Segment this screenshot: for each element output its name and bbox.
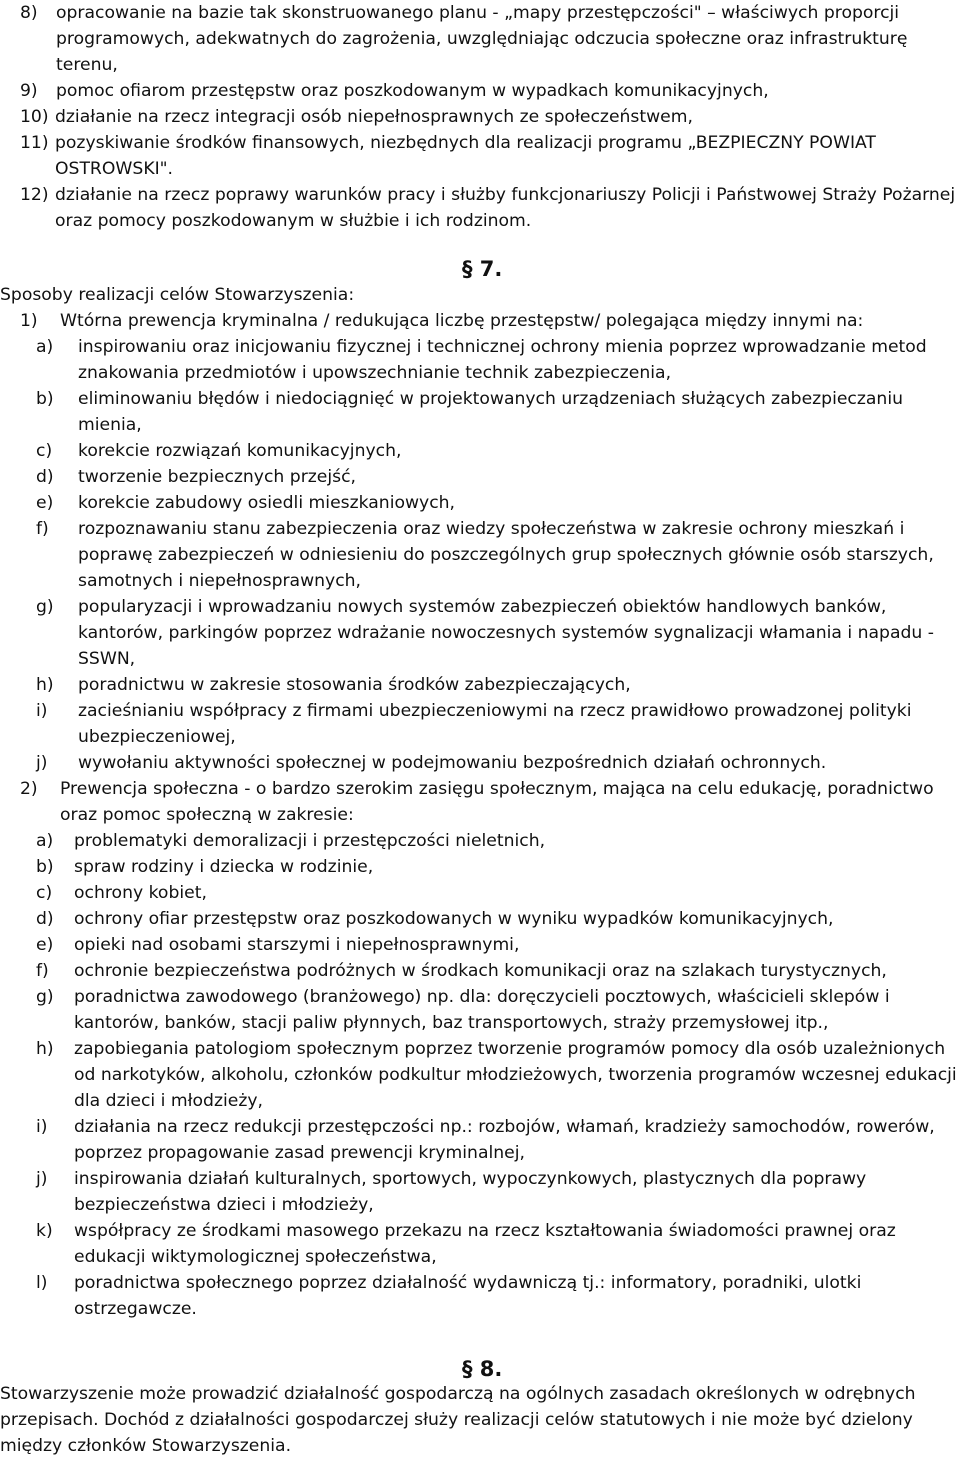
list-item — [0, 1036, 958, 1114]
item-text: inspirowaniu oraz inicjowaniu fizycznej i technicznej ochrony mienia poprzez wprowadzanie metod znakowania przedmiotów i upowszechnianie technik zabezpieczenia, — [78, 337, 927, 383]
list-item — [0, 958, 958, 984]
item-letter: i) — [36, 1117, 48, 1137]
list-item — [0, 672, 958, 698]
point-2 — [0, 776, 958, 828]
item-text: ochrony kobiet, — [74, 883, 207, 903]
item-letter: j) — [36, 753, 48, 773]
list-item — [0, 1270, 958, 1322]
list-item — [0, 464, 958, 490]
list-item — [20, 130, 956, 182]
item-letter: d) — [36, 909, 54, 929]
list-item — [0, 1218, 958, 1270]
item-number: 12) — [20, 185, 49, 205]
section-intro: Sposoby realizacji celów Stowarzyszenia: — [0, 285, 355, 305]
item-number: 8) — [20, 3, 38, 23]
item-letter: f) — [36, 961, 49, 981]
item-letter: g) — [36, 597, 54, 617]
item-text: pozyskiwanie środków finansowych, niezbędnych dla realizacji programu „BEZPIECZNY POWIAT OSTROWSKI". — [55, 133, 876, 179]
item-letter: a) — [36, 337, 54, 357]
list-item — [20, 78, 956, 104]
item-letter: h) — [36, 675, 54, 695]
item-letter: k) — [36, 1221, 53, 1241]
item-text: pomoc ofiarom przestępstw oraz poszkodowanym w wypadkach komunikacyjnych, — [56, 81, 769, 101]
item-letter: b) — [36, 857, 54, 877]
list-item — [0, 854, 958, 880]
list-item — [0, 1166, 958, 1218]
point-number: 1) — [20, 311, 38, 331]
item-text: działanie na rzecz poprawy warunków pracy i służby funkcjonariuszy Policji i Państwowej Straży Pożarnej oraz pomocy poszkodowanym w służbie i ich rodzinom. — [55, 185, 956, 231]
item-letter: b) — [36, 389, 54, 409]
list-item — [0, 386, 958, 438]
item-letter: h) — [36, 1039, 54, 1059]
item-number: 11) — [20, 133, 49, 153]
list-item — [0, 880, 958, 906]
section-7-body — [0, 282, 958, 1322]
list-item — [0, 984, 958, 1036]
list-item — [0, 334, 958, 386]
item-letter: j) — [36, 1169, 48, 1189]
point-number: 2) — [20, 779, 38, 799]
list-item — [0, 1114, 958, 1166]
item-letter: f) — [36, 519, 49, 539]
item-text: korekcie zabudowy osiedli mieszkaniowych, — [78, 493, 456, 513]
list-item — [20, 182, 956, 234]
goals-list-continued — [20, 0, 956, 234]
item-text: popularyzacji i wprowadzaniu nowych systemów zabezpieczeń obiektów handlowych banków, kantorów, parkingów poprzez wdrażanie nowoczesnych systemów sygnalizacji włamania i napadu - SSWN, — [78, 597, 934, 669]
list-item — [0, 698, 958, 750]
item-text: poradnictwu w zakresie stosowania środków zabezpieczających, — [78, 675, 631, 695]
list-item — [0, 906, 958, 932]
item-text: ochrony ofiar przestępstw oraz poszkodowanych w wyniku wypadków komunikacyjnych, — [74, 909, 834, 929]
item-text: poradnictwa zawodowego (branżowego) np. dla: doręczycieli pocztowych, właścicieli sklepów i kantorów, banków, stacji paliw płynnych, baz transportowych, straży przemysłowej itp., — [74, 987, 890, 1033]
item-text: rozpoznawaniu stanu zabezpieczenia oraz wiedzy społeczeństwa w zakresie ochrony mieszkań i poprawę zabezpieczeń w odniesieniu do poszczególnych grup społecznych głównie osób starszych, samotnych i niepełnosprawnych, — [78, 519, 934, 591]
list-item — [0, 594, 958, 672]
list-item — [0, 932, 958, 958]
item-number: 10) — [20, 107, 49, 127]
item-letter: d) — [36, 467, 54, 487]
item-text: zapobiegania patologiom społecznym poprzez tworzenie programów pomocy dla osób uzależnionych od narkotyków, alkoholu, członków podkultur młodzieżowych, tworzenia programów wczesnej edukacji dla dzieci i młodzieży, — [74, 1039, 957, 1111]
list-item — [20, 0, 956, 78]
section-8-text: Stowarzyszenie może prowadzić działalność gospodarczą na ogólnych zasadach określonych w odrębnych przepisach. Dochód z działalności gospodarczej służy realizacji celów statutowych i nie może być dzielony między członków Stowarzyszenia. — [0, 1384, 916, 1456]
item-text: tworzenie bezpiecznych przejść, — [78, 467, 357, 487]
item-text: inspirowania działań kulturalnych, sportowych, wypoczynkowych, plastycznych dla poprawy bezpieczeństwa dzieci i młodzieży, — [74, 1169, 867, 1215]
item-letter: l) — [36, 1273, 48, 1293]
item-text: zacieśnianiu współpracy z firmami ubezpieczeniowymi na rzecz prawidłowo prowadzonej polityki ubezpieczeniowej, — [78, 701, 912, 747]
list-item — [0, 828, 958, 854]
item-letter: e) — [36, 493, 54, 513]
point-text: Wtórna prewencja kryminalna / redukująca liczbę przestępstw/ polegająca między innymi na: — [60, 311, 864, 331]
item-text: problematyki demoralizacji i przestępczości nieletnich, — [74, 831, 546, 851]
item-letter: c) — [36, 883, 53, 903]
list-item — [0, 516, 958, 594]
section-heading-8: § 8. — [462, 1357, 503, 1381]
point-1 — [0, 308, 958, 334]
point-1-sublist — [0, 334, 958, 776]
item-text: opracowanie na bazie tak skonstruowanego planu - „mapy przestępczości" – właściwych proporcji programowych, adekwatnych do zagrożenia, uwzględniając odczucia społeczne oraz infrastrukturę terenu, — [56, 3, 908, 75]
item-text: wywołaniu aktywności społecznej w podejmowaniu bezpośrednich działań ochronnych. — [78, 753, 827, 773]
item-text: współpracy ze środkami masowego przekazu na rzecz kształtowania świadomości prawnej oraz edukacji wiktymologicznej społeczeństwa, — [74, 1221, 896, 1267]
list-item — [0, 438, 958, 464]
item-text: działania na rzecz redukcji przestępczości np.: rozbojów, włamań, kradzieży samochodów, rowerów, poprzez propagowanie zasad prewencji kryminalnej, — [74, 1117, 935, 1163]
list-item — [0, 490, 958, 516]
item-text: opieki nad osobami starszymi i niepełnosprawnymi, — [74, 935, 520, 955]
item-letter: a) — [36, 831, 54, 851]
item-letter: c) — [36, 441, 53, 461]
list-item — [20, 104, 956, 130]
point-text: Prewencja społeczna - o bardzo szerokim zasięgu społecznym, mająca na celu edukację, poradnictwo oraz pomoc społeczną w zakresie: — [60, 779, 934, 825]
item-text: spraw rodziny i dziecka w rodzinie, — [74, 857, 374, 877]
item-number: 9) — [20, 81, 38, 101]
item-text: poradnictwa społecznego poprzez działalność wydawniczą tj.: informatory, poradniki, ulotki ostrzegawcze. — [74, 1273, 862, 1319]
list-item — [0, 750, 958, 776]
item-text: ochronie bezpieczeństwa podróżnych w środkach komunikacji oraz na szlakach turystycznych, — [74, 961, 887, 981]
item-text: działanie na rzecz integracji osób niepełnosprawnych ze społeczeństwem, — [55, 107, 693, 127]
item-letter: e) — [36, 935, 54, 955]
item-text: eliminowaniu błędów i niedociągnięć w projektowanych urządzeniach służących zabezpieczaniu mienia, — [78, 389, 903, 435]
section-heading-7: § 7. — [462, 257, 503, 281]
item-letter: i) — [36, 701, 48, 721]
item-text: korekcie rozwiązań komunikacyjnych, — [78, 441, 402, 461]
item-letter: g) — [36, 987, 54, 1007]
point-2-sublist — [0, 828, 958, 1322]
